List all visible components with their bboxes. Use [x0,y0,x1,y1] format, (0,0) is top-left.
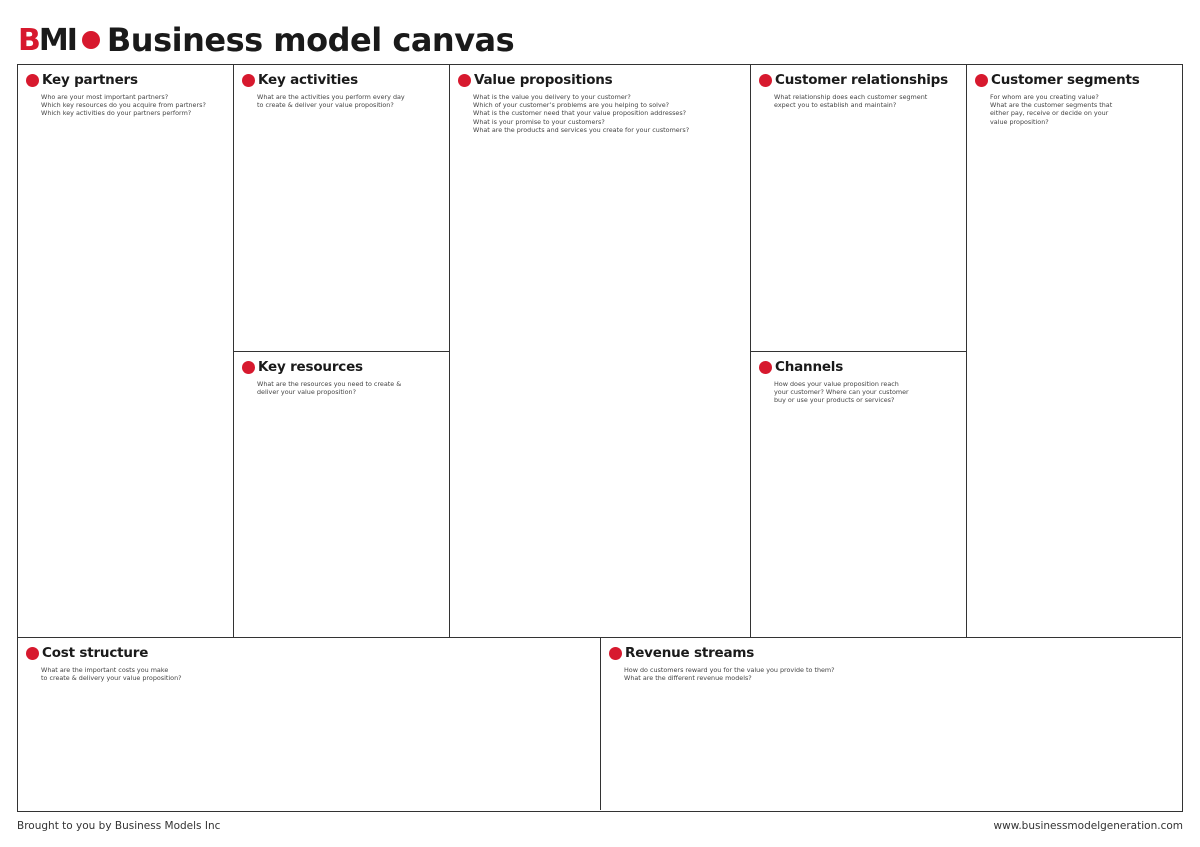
block-heading [26,72,138,88]
bullet-dot-icon [458,74,471,87]
block-heading [242,359,363,375]
block-heading [609,645,754,661]
block-questions: What relationship does each customer segment expect you to establish and maintain? [774,93,928,110]
block-title: Customer segments [991,72,1140,88]
logo-dot-icon [82,31,100,49]
block-questions: How do customers reward you for the value you provide to them? What are the different revenue models? [624,666,835,683]
block-key-partners[interactable] [18,65,234,638]
footer-credit: Brought to you by Business Models Inc [17,820,221,832]
block-title: Key activities [258,72,358,88]
bullet-dot-icon [242,74,255,87]
block-title: Revenue streams [625,645,755,661]
block-title: Cost structure [42,645,149,661]
business-model-canvas [17,64,1183,812]
block-channels[interactable] [751,352,967,638]
block-title: Channels [775,359,844,375]
block-title: Key partners [42,72,138,88]
bullet-dot-icon [26,74,39,87]
block-questions: What are the resources you need to create & deliver your value proposition? [257,380,402,397]
bullet-dot-icon [759,361,772,374]
block-questions: How does your value proposition reach your customer? Where can your customer buy or use your products or services? [774,380,909,405]
block-heading [975,72,1140,88]
block-title: Key resources [258,359,363,375]
bullet-dot-icon [242,361,255,374]
page-title: Business model canvas [106,21,515,59]
block-cost-structure[interactable] [18,638,601,810]
bullet-dot-icon [26,647,39,660]
block-value-propositions[interactable] [450,65,751,638]
bmi-logo [18,23,105,58]
block-heading [26,645,148,661]
logo-letters-mi: MI [38,22,76,58]
block-questions: For whom are you creating value? What are the customer segments that either pay, receive or decide on your value proposition? [990,93,1113,126]
bullet-dot-icon [759,74,772,87]
block-questions: What is the value you delivery to your customer? Which of your customer’s problems are you helping to solve? What is the customer need that your value proposition addresses? What is your promise to your customers? What are the products and services you create for your customers? [473,93,690,134]
block-questions: Who are your most important partners? Which key resources do you acquire from partners? Which key activities do your partners perform? [41,93,206,118]
bullet-dot-icon [975,74,988,87]
block-customer-segments[interactable] [967,65,1181,638]
footer-website-link[interactable]: www.businessmodelgeneration.com [993,820,1183,832]
block-key-resources[interactable] [234,352,450,638]
block-questions: What are the activities you perform every day to create & deliver your value proposition? [257,93,405,110]
block-heading [759,359,843,375]
block-heading [242,72,358,88]
block-questions: What are the important costs you make to create & delivery your value proposition? [41,666,182,683]
block-customer-relationships[interactable] [751,65,967,352]
block-title: Customer relationships [775,72,948,88]
block-revenue-streams[interactable] [601,638,1181,810]
block-key-activities[interactable] [234,65,450,352]
bullet-dot-icon [609,647,622,660]
block-title: Value propositions [474,72,613,88]
block-heading [759,72,948,88]
logo-letter-b: B [18,22,39,58]
block-heading [458,72,613,88]
header [18,18,514,62]
